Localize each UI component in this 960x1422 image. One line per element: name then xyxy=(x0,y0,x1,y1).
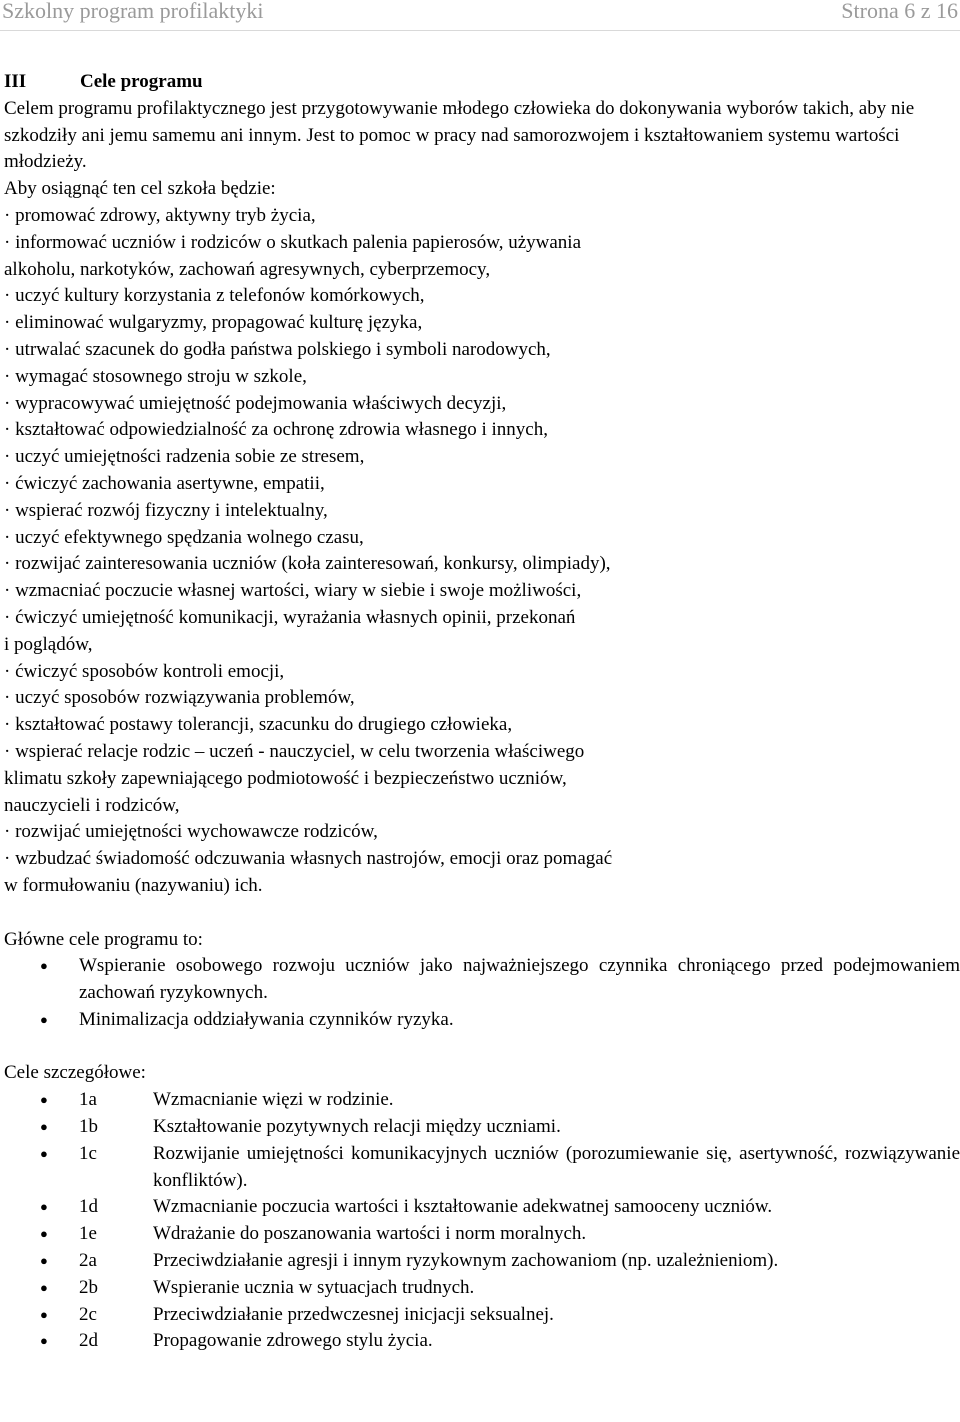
task-line: nauczycieli i rodziców, xyxy=(4,794,180,816)
task-line: i poglądów, xyxy=(4,633,93,655)
detailed-goals-heading: Cele szczegółowe: xyxy=(4,1062,146,1084)
intro-paragraph: Celem programu profilaktycznego jest przygotowywanie młodego człowieka do dokonywania wyborów takich, aby nie szkodziły ani jemu samemu ani innym. Jest to pomoc w pracy nad samorozwojem i kształtowaniem systemu wartości młodzieży. xyxy=(4,97,915,173)
detailed-goal-item xyxy=(4,1141,960,1195)
task-line: · uczyć kultury korzystania z telefonów komórkowych, xyxy=(4,285,425,307)
main-goals-heading: Główne cele programu to: xyxy=(4,928,203,950)
section-heading xyxy=(4,69,960,96)
goal-code: ● 1a xyxy=(79,1089,97,1111)
task-line: · rozwijać zainteresowania uczniów (koła zainteresowań, konkursy, olimpiady), xyxy=(4,553,611,575)
task-line: · wzmacniać poczucie własnej wartości, wiary w siebie i swoje możliwości, xyxy=(4,580,582,602)
task-line: alkoholu, narkotyków, zachowań agresywnych, cyberprzemocy, xyxy=(4,258,491,280)
goal-text: Wzmacnianie poczucia wartości i kształtowanie adekwatnej samooceny uczniów. xyxy=(153,1196,773,1218)
main-goals-list xyxy=(4,953,960,1033)
task-line: · promować zdrowy, aktywny tryb życia, xyxy=(4,204,316,226)
task-line: klimatu szkoły zapewniającego podmiotowość i bezpieczeństwo uczniów, xyxy=(4,767,567,789)
task-line: · wypracowywać umiejętność podejmowania właściwych decyzji, xyxy=(4,392,507,414)
task-line: · utrwalać szacunek do godła państwa polskiego i symboli narodowych, xyxy=(4,338,551,360)
goal-text: Wzmacnianie więzi w rodzinie. xyxy=(153,1089,394,1111)
detailed-goal-item xyxy=(4,1328,960,1355)
goal-code: ● 2a xyxy=(79,1250,97,1272)
page-number: Strona 6 z 16 xyxy=(841,0,958,23)
task-line: · wspierać relacje rodzic – uczeń - nauczyciel, w celu tworzenia właściwego xyxy=(4,740,585,762)
detailed-goal-item xyxy=(4,1302,960,1329)
goal-text: Przeciwdziałanie agresji i innym ryzykownym zachowaniom (np. uzależnieniom). xyxy=(153,1250,779,1272)
tasks-intro: Aby osiągnąć ten cel szkoła będzie: xyxy=(4,178,276,200)
detailed-goal-item xyxy=(4,1275,960,1302)
goal-code: ● 2d xyxy=(79,1330,98,1352)
tasks-list xyxy=(4,203,960,900)
section-title: Cele programu xyxy=(80,71,203,92)
goal-text: Wspieranie ucznia w sytuacjach trudnych. xyxy=(153,1276,475,1298)
task-line: · rozwijać umiejętności wychowawcze rodziców, xyxy=(4,821,378,843)
task-line: · uczyć sposobów rozwiązywania problemów, xyxy=(4,687,355,709)
goal-code: ● 1d xyxy=(79,1196,98,1218)
spacer xyxy=(4,1034,960,1061)
task-line: · ćwiczyć zachowania asertywne, empatii, xyxy=(4,472,325,494)
task-line: w formułowaniu (nazywaniu) ich. xyxy=(4,874,263,896)
main-goal-item xyxy=(4,953,960,1007)
task-line: · wymagać stosownego stroju w szkole, xyxy=(4,365,307,387)
detailed-goal-item xyxy=(4,1221,960,1248)
page-header xyxy=(0,0,960,31)
goal-code: ● 2b xyxy=(79,1276,98,1298)
task-line: · wspierać rozwój fizyczny i intelektualny, xyxy=(4,499,328,521)
main-goal-text: Minimalizacja oddziaływania czynników ryzyka. xyxy=(79,1008,454,1030)
goal-text: Wdrażanie do poszanowania wartości i norm moralnych. xyxy=(153,1223,587,1245)
task-line: · ćwiczyć umiejętność komunikacji, wyrażania własnych opinii, przekonań xyxy=(4,606,576,628)
goal-code: ● 1c xyxy=(79,1142,97,1164)
goal-text: Rozwijanie umiejętności komunikacyjnych uczniów (porozumiewanie się, asertywność, rozwiązywanie konfliktów). xyxy=(153,1142,960,1191)
goal-text: Przeciwdziałanie przedwczesnej inicjacji seksualnej. xyxy=(153,1303,554,1325)
task-line: · uczyć efektywnego spędzania wolnego czasu, xyxy=(4,526,364,548)
goal-text: Propagowanie zdrowego stylu życia. xyxy=(153,1330,433,1352)
goal-code: ● 2c xyxy=(79,1303,97,1325)
task-line: · eliminować wulgaryzmy, propagować kulturę języka, xyxy=(4,312,423,334)
document-title: Szkolny program profilaktyki xyxy=(2,0,264,23)
main-goal-text: Wspieranie osobowego rozwoju uczniów jako najważniejszego czynnika chroniącego przed podejmowaniem zachowań ryzykownych. xyxy=(79,955,960,1004)
task-line: · informować uczniów i rodziców o skutkach palenia papierosów, używania xyxy=(4,231,582,253)
task-line: · ćwiczyć sposobów kontroli emocji, xyxy=(4,660,285,682)
spacer xyxy=(4,900,960,927)
detailed-goal-item xyxy=(4,1087,960,1114)
goal-text: Kształtowanie pozytywnych relacji między uczniami. xyxy=(153,1116,561,1138)
task-line: · wzbudzać świadomość odczuwania własnych nastrojów, emocji oraz pomagać xyxy=(4,848,613,870)
detailed-goal-item xyxy=(4,1194,960,1221)
goal-code: ● 1b xyxy=(79,1116,98,1138)
page-content xyxy=(4,69,960,1355)
detailed-goals-list xyxy=(4,1087,960,1355)
detailed-goal-item xyxy=(4,1114,960,1141)
task-line: · kształtować postawy tolerancji, szacunku do drugiego człowieka, xyxy=(4,714,513,736)
section-number: III xyxy=(4,71,27,92)
goal-code: ● 1e xyxy=(79,1223,97,1245)
main-goal-item xyxy=(4,1007,960,1034)
detailed-goal-item xyxy=(4,1248,960,1275)
task-line: · uczyć umiejętności radzenia sobie ze stresem, xyxy=(4,446,365,468)
task-line: · kształtować odpowiedzialność za ochronę zdrowia własnego i innych, xyxy=(4,419,548,441)
